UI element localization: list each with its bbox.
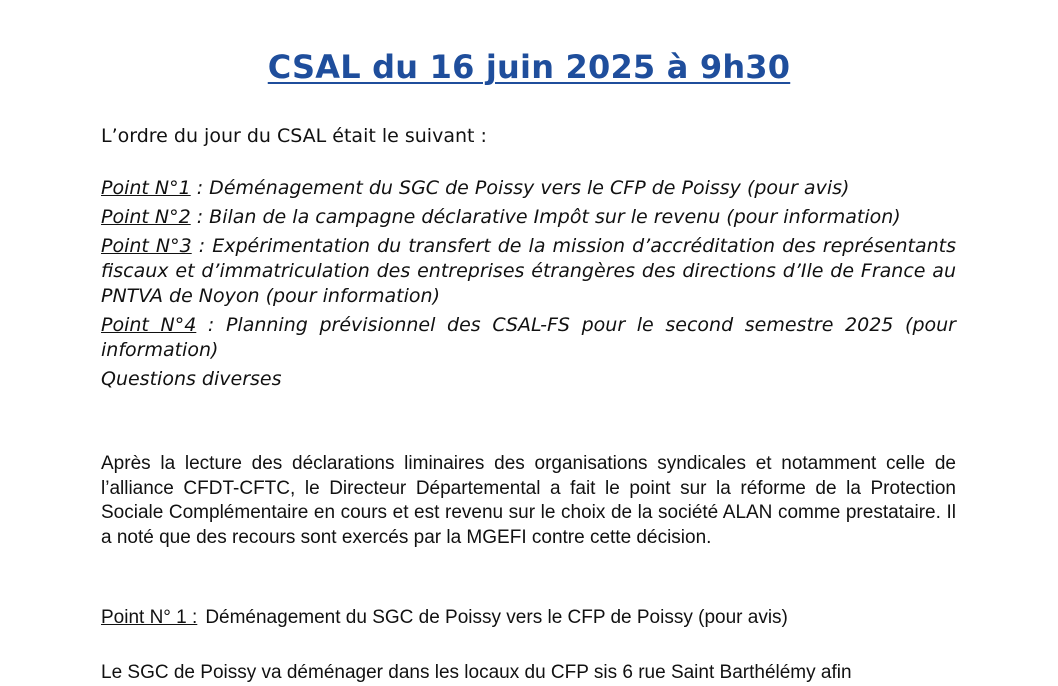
agenda-point-label: Point N°2 (101, 206, 191, 228)
agenda-point-label: Point N°3 (101, 235, 192, 257)
agenda-item-text: : Planning prévisionnel des CSAL-FS pour le second semestre 2025 (pour information) (101, 314, 956, 361)
agenda-item-text: : Déménagement du SGC de Poissy vers le CFP de Poissy (pour avis) (190, 177, 850, 199)
agenda-item-text: : Bilan de la campagne déclarative Impôt sur le revenu (pour information) (190, 206, 901, 228)
agenda-list (101, 176, 956, 392)
body-paragraph: Le SGC de Poissy va déménager dans les locaux du CFP sis 6 rue Saint Barthélémy afin (101, 662, 852, 683)
section-point-label: Point N° 1 : (101, 607, 198, 628)
agenda-item (101, 313, 956, 363)
agenda-item (101, 176, 956, 201)
section-heading (101, 606, 956, 631)
page-title (0, 48, 1058, 86)
agenda-point-label: Point N°4 (101, 314, 197, 336)
agenda-item-text: : Expérimentation du transfert de la mission d’accréditation des représentants fiscaux et d’immatriculation des entreprises étrangères des directions d’Ile de France au PNTVA de Noyon (pour information) (101, 235, 956, 307)
agenda-point-label: Point N°1 (101, 177, 191, 199)
title-text: CSAL du 16 juin 2025 à 9h30 (267, 48, 791, 86)
intro-text: L’ordre du jour du CSAL était le suivant : (101, 125, 487, 147)
agenda-item (101, 205, 956, 230)
section-heading-text: Déménagement du SGC de Poissy vers le CFP de Poissy (pour avis) (205, 607, 788, 628)
agenda-item (101, 234, 956, 309)
body-paragraph: Après la lecture des déclarations liminaires des organisations syndicales et notamment celle de l’alliance CFDT-CFTC, le Directeur Départemental a fait le point sur la réforme de la Protection Sociale Complémentaire en cours et est revenu sur le choix de la société ALAN comme prestataire. Il a noté que des recours sont exercés par la MGEFI contre cette décision. (101, 453, 956, 548)
agenda-other: Questions diverses (101, 368, 282, 390)
